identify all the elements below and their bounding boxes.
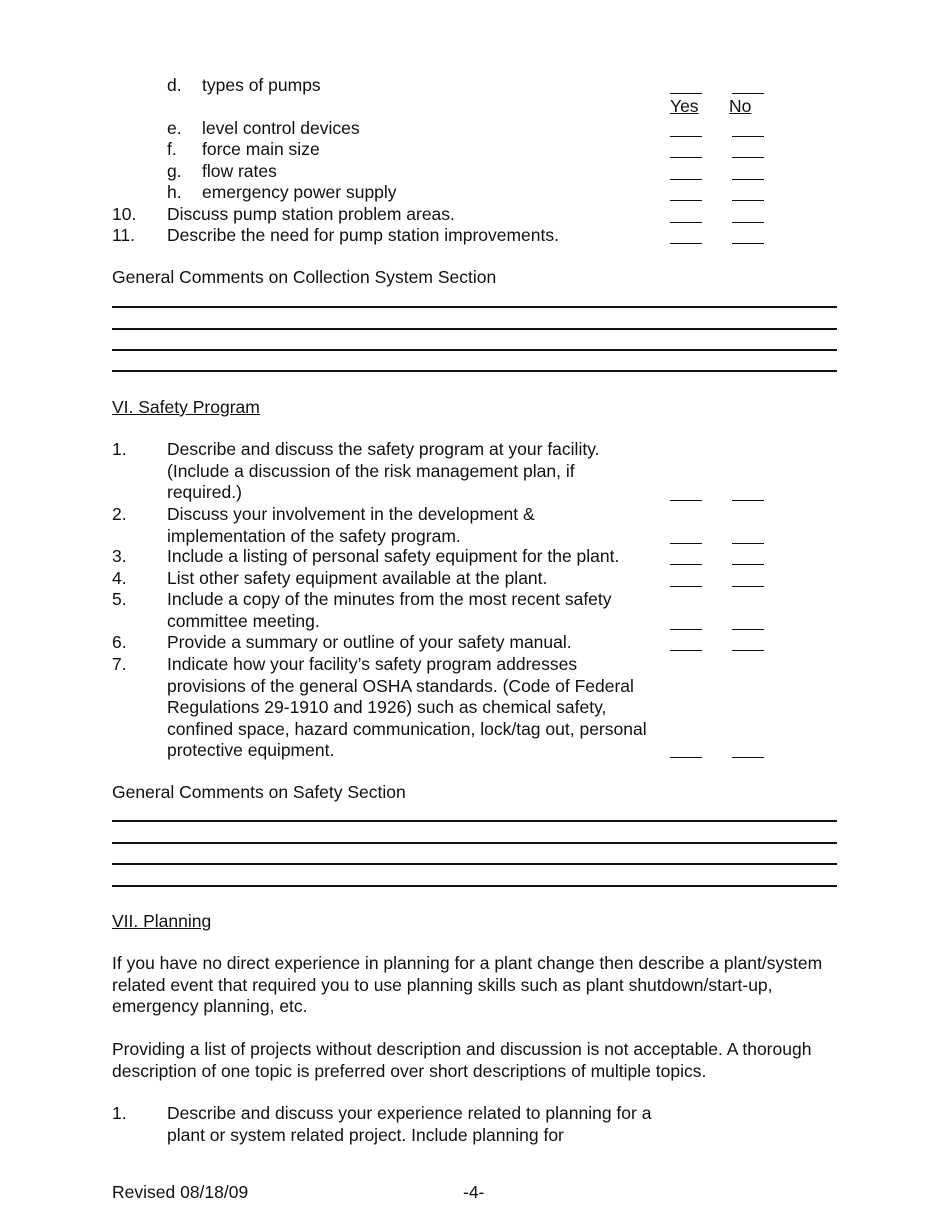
comment-line[interactable] (112, 349, 837, 351)
yes-blank[interactable] (670, 243, 702, 244)
item-letter: d. (167, 75, 182, 95)
item-letter: f. (167, 139, 177, 159)
item-text: Describe the need for pump station improvements. (167, 225, 559, 245)
comment-line[interactable] (112, 885, 837, 887)
item-text: types of pumps (202, 75, 321, 95)
yes-blank[interactable] (670, 629, 702, 630)
no-blank[interactable] (732, 543, 764, 544)
no-blank[interactable] (732, 629, 764, 630)
item-number: 1. (112, 1103, 127, 1123)
item-text: level control devices (202, 118, 360, 138)
item-letter: e. (167, 118, 182, 138)
item-text: Include a listing of personal safety equipment for the plant. (167, 546, 620, 566)
item-text: Describe and discuss the safety program at your facility. (Include a discussion of the risk management plan, if required.) (167, 439, 600, 502)
comment-line[interactable] (112, 820, 837, 822)
planning-heading: VII. Planning (112, 911, 212, 931)
item-number: 7. (112, 654, 127, 674)
yes-blank[interactable] (670, 586, 702, 587)
comment-line[interactable] (112, 306, 837, 308)
revision-date: Revised 08/18/09 (112, 1182, 249, 1202)
yes-blank[interactable] (670, 543, 702, 544)
yes-blank[interactable] (670, 93, 702, 94)
item-number: 2. (112, 504, 127, 524)
safety-heading: VI. Safety Program (112, 397, 260, 417)
item-text: List other safety equipment available at the plant. (167, 568, 548, 588)
yes-blank[interactable] (670, 222, 702, 223)
planning-instructions: If you have no direct experience in planning for a plant change then describe a plant/system related event that required you to use planning skills such as plant shutdown/start-up, emergency planning, etc. (112, 953, 823, 1016)
item-text: Describe and discuss your experience related to planning for a plant or system related project. Include planning for (167, 1103, 652, 1145)
item-number: 1. (112, 439, 127, 459)
item-number: 11. (112, 225, 136, 245)
no-blank[interactable] (732, 757, 764, 758)
no-column-header: No (729, 96, 752, 116)
no-blank[interactable] (732, 179, 764, 180)
yes-column-header: Yes (670, 96, 699, 116)
planning-note: Providing a list of projects without description and discussion is not acceptable. A thorough description of one topic is preferred over short descriptions of multiple topics. (112, 1039, 812, 1081)
yes-blank[interactable] (670, 179, 702, 180)
item-text: flow rates (202, 161, 277, 181)
no-blank[interactable] (732, 222, 764, 223)
safety-comments-label: General Comments on Safety Section (112, 782, 406, 802)
no-blank[interactable] (732, 243, 764, 244)
item-number: 3. (112, 546, 127, 566)
item-text: Provide a summary or outline of your safety manual. (167, 632, 572, 652)
comment-line[interactable] (112, 370, 837, 372)
no-blank[interactable] (732, 93, 764, 94)
no-blank[interactable] (732, 650, 764, 651)
item-number: 6. (112, 632, 127, 652)
comment-line[interactable] (112, 328, 837, 330)
yes-blank[interactable] (670, 200, 702, 201)
item-number: 4. (112, 568, 127, 588)
item-text: Discuss pump station problem areas. (167, 204, 455, 224)
item-text: Indicate how your facility’s safety program addresses provisions of the general OSHA standards. (Code of Federal Regulations 29-1910 and 1926) such as chemical safety, confined space, hazard communication, lock/tag out, personal protective equipment. (167, 654, 647, 760)
yes-blank[interactable] (670, 757, 702, 758)
no-blank[interactable] (732, 564, 764, 565)
yes-blank[interactable] (670, 564, 702, 565)
item-letter: g. (167, 161, 182, 181)
item-text: force main size (202, 139, 320, 159)
no-blank[interactable] (732, 200, 764, 201)
no-blank[interactable] (732, 500, 764, 501)
yes-blank[interactable] (670, 136, 702, 137)
item-text: Discuss your involvement in the development & implementation of the safety program. (167, 504, 535, 546)
no-blank[interactable] (732, 157, 764, 158)
item-number: 10. (112, 204, 137, 224)
no-blank[interactable] (732, 136, 764, 137)
item-letter: h. (167, 182, 182, 202)
comment-line[interactable] (112, 863, 837, 865)
yes-blank[interactable] (670, 650, 702, 651)
no-blank[interactable] (732, 586, 764, 587)
comment-line[interactable] (112, 842, 837, 844)
item-text: emergency power supply (202, 182, 397, 202)
collection-comments-label: General Comments on Collection System Section (112, 267, 497, 287)
yes-blank[interactable] (670, 157, 702, 158)
item-number: 5. (112, 589, 127, 609)
yes-blank[interactable] (670, 500, 702, 501)
page-number: -4- (463, 1182, 485, 1202)
item-text: Include a copy of the minutes from the most recent safety committee meeting. (167, 589, 612, 631)
